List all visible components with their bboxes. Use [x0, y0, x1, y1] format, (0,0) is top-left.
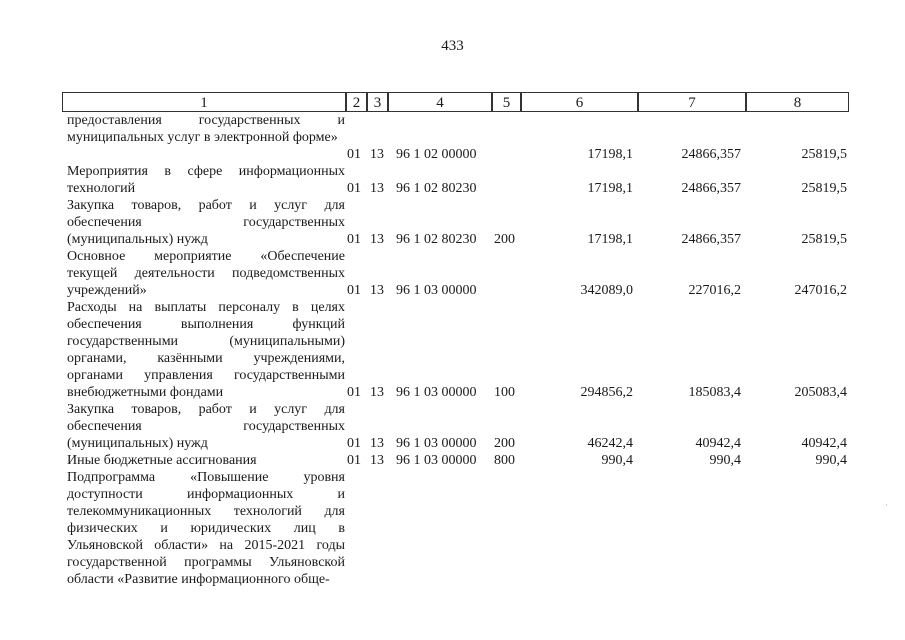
cell-c3: 13	[370, 283, 384, 298]
cell-c6: 17198,1	[587, 147, 633, 162]
cell-c8: 40942,4	[801, 436, 847, 451]
cell-c3: 13	[370, 436, 384, 451]
cell-c4: 96 1 02 80230	[396, 181, 477, 196]
header-col-5: 5	[492, 92, 521, 112]
cell-c4: 96 1 03 00000	[396, 453, 477, 468]
page-number: 433	[441, 38, 464, 54]
header-col-8: 8	[746, 92, 849, 112]
cell-c7: 990,4	[709, 453, 741, 468]
cell-c8: 25819,5	[801, 147, 847, 162]
cell-c3: 13	[370, 181, 384, 196]
cell-c8: 25819,5	[801, 232, 847, 247]
cell-c5: 800	[494, 453, 515, 468]
cell-c7: 24866,357	[681, 232, 741, 247]
row-description: Иные бюджетные ассигнования	[67, 453, 257, 468]
cell-c3: 13	[370, 453, 384, 468]
cell-c3: 13	[370, 147, 384, 162]
cell-c2: 01	[347, 283, 361, 298]
cell-c4: 96 1 02 00000	[396, 147, 477, 162]
header-col-7: 7	[638, 92, 746, 112]
cell-c8: 990,4	[815, 453, 847, 468]
cell-c2: 01	[347, 453, 361, 468]
cell-c4: 96 1 03 00000	[396, 436, 477, 451]
cell-c4: 96 1 03 00000	[396, 385, 477, 400]
cell-c8: 205083,4	[794, 385, 847, 400]
row-description: Расходы на выплаты персоналу в целях обеспечения выполнения функций государственными (муниципальными) органами, казёнными учреждениями, органами управления государственными внебюджетными фондами	[67, 300, 345, 400]
cell-c4: 96 1 03 00000	[396, 283, 477, 298]
cell-c6: 46242,4	[587, 436, 633, 451]
cell-c2: 01	[347, 147, 361, 162]
header-col-4: 4	[388, 92, 492, 112]
row-description: Закупка товаров, работ и услуг для обеспечения государственных (муниципальных) нужд	[67, 198, 345, 247]
row-description: Закупка товаров, работ и услуг для обеспечения государственных (муниципальных) нужд	[67, 402, 345, 451]
row-description: Мероприятия в сфере информационных технологий	[67, 164, 345, 196]
row-description: предоставления государственных и муниципальных услуг в электронной форме»	[67, 113, 345, 145]
cell-c6: 17198,1	[587, 232, 633, 247]
cell-c3: 13	[370, 232, 384, 247]
header-col-2: 2	[346, 92, 367, 112]
cell-c6: 17198,1	[587, 181, 633, 196]
header-col-6: 6	[521, 92, 638, 112]
scan-speck: ·	[885, 500, 888, 510]
cell-c6: 342089,0	[580, 283, 633, 298]
cell-c8: 25819,5	[801, 181, 847, 196]
cell-c5: 200	[494, 436, 515, 451]
cell-c7: 24866,357	[681, 181, 741, 196]
cell-c7: 40942,4	[695, 436, 741, 451]
cell-c2: 01	[347, 385, 361, 400]
header-col-3: 3	[367, 92, 388, 112]
cell-c6: 294856,2	[580, 385, 633, 400]
header-col-1: 1	[62, 92, 346, 112]
cell-c2: 01	[347, 436, 361, 451]
cell-c2: 01	[347, 232, 361, 247]
cell-c8: 247016,2	[794, 283, 847, 298]
cell-c3: 13	[370, 385, 384, 400]
cell-c7: 24866,357	[681, 147, 741, 162]
row-description: Основное мероприятие «Обеспечение текущей деятельности подведомственных учреждений»	[67, 249, 345, 298]
cell-c5: 200	[494, 232, 515, 247]
cell-c6: 990,4	[601, 453, 633, 468]
cell-c7: 185083,4	[688, 385, 741, 400]
cell-c2: 01	[347, 181, 361, 196]
cell-c5: 100	[494, 385, 515, 400]
row-description: Подпрограмма «Повышение уровня доступности информационных и телекоммуникационных технологий для физических и юридических лиц в Ульяновской области» на 2015-2021 годы государственной программы Ульяновской области «Развитие информационного обще-	[67, 470, 345, 587]
cell-c7: 227016,2	[688, 283, 741, 298]
cell-c4: 96 1 02 80230	[396, 232, 477, 247]
